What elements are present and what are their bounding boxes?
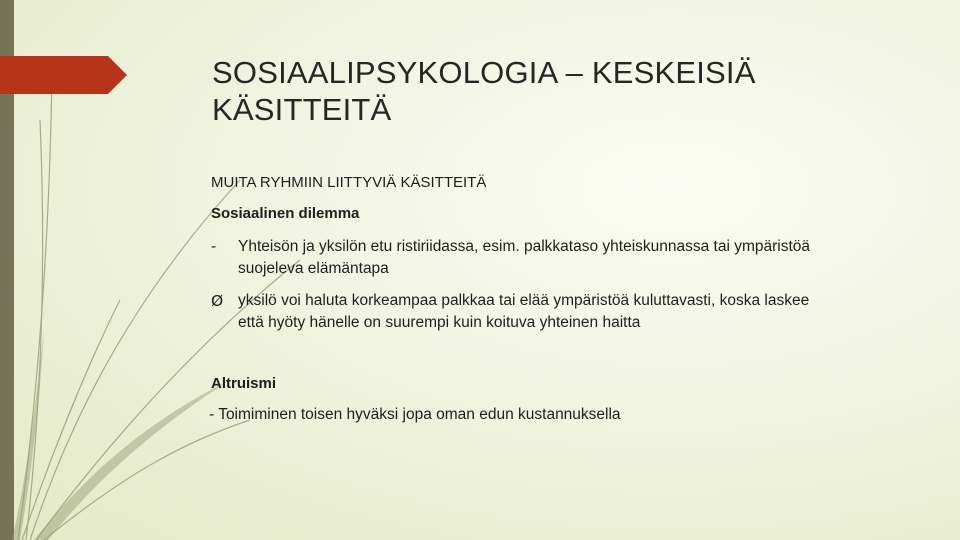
title-line-2: KÄSITTEITÄ (212, 92, 392, 127)
slide-title (212, 54, 912, 128)
arrow-bullet-icon: Ø (211, 292, 224, 310)
subheading: MUITA RYHMIIN LIITTYVIÄ KÄSITTEITÄ (211, 174, 487, 191)
section-heading-social-dilemma: Sosiaalinen dilemma (211, 205, 360, 222)
bullet-item (211, 236, 851, 282)
title-arrow-tab (0, 0, 130, 100)
title-line-1: SOSIAALIPSYKOLOGIA – KESKEISIÄ (212, 55, 756, 90)
bullet-text: Yhteisön ja yksilön etu ristiriidassa, esim. palkkataso yhteiskunnassa tai ympäristöä suojeleva elämäntapa (238, 238, 811, 277)
section-heading-altruism: Altruismi (211, 375, 277, 392)
bullet-text: yksilö voi haluta korkeampaa palkkaa tai elää ympäristöä kuluttavasti, koska laskee että hyöty hänelle on suurempi kuin koituva yhteinen haitta (238, 292, 810, 331)
altruism-definition: - Toimiminen toisen hyväksi jopa oman edun kustannuksella (209, 406, 621, 423)
dash-bullet-marker: - (211, 238, 217, 255)
bullet-item (211, 290, 851, 336)
